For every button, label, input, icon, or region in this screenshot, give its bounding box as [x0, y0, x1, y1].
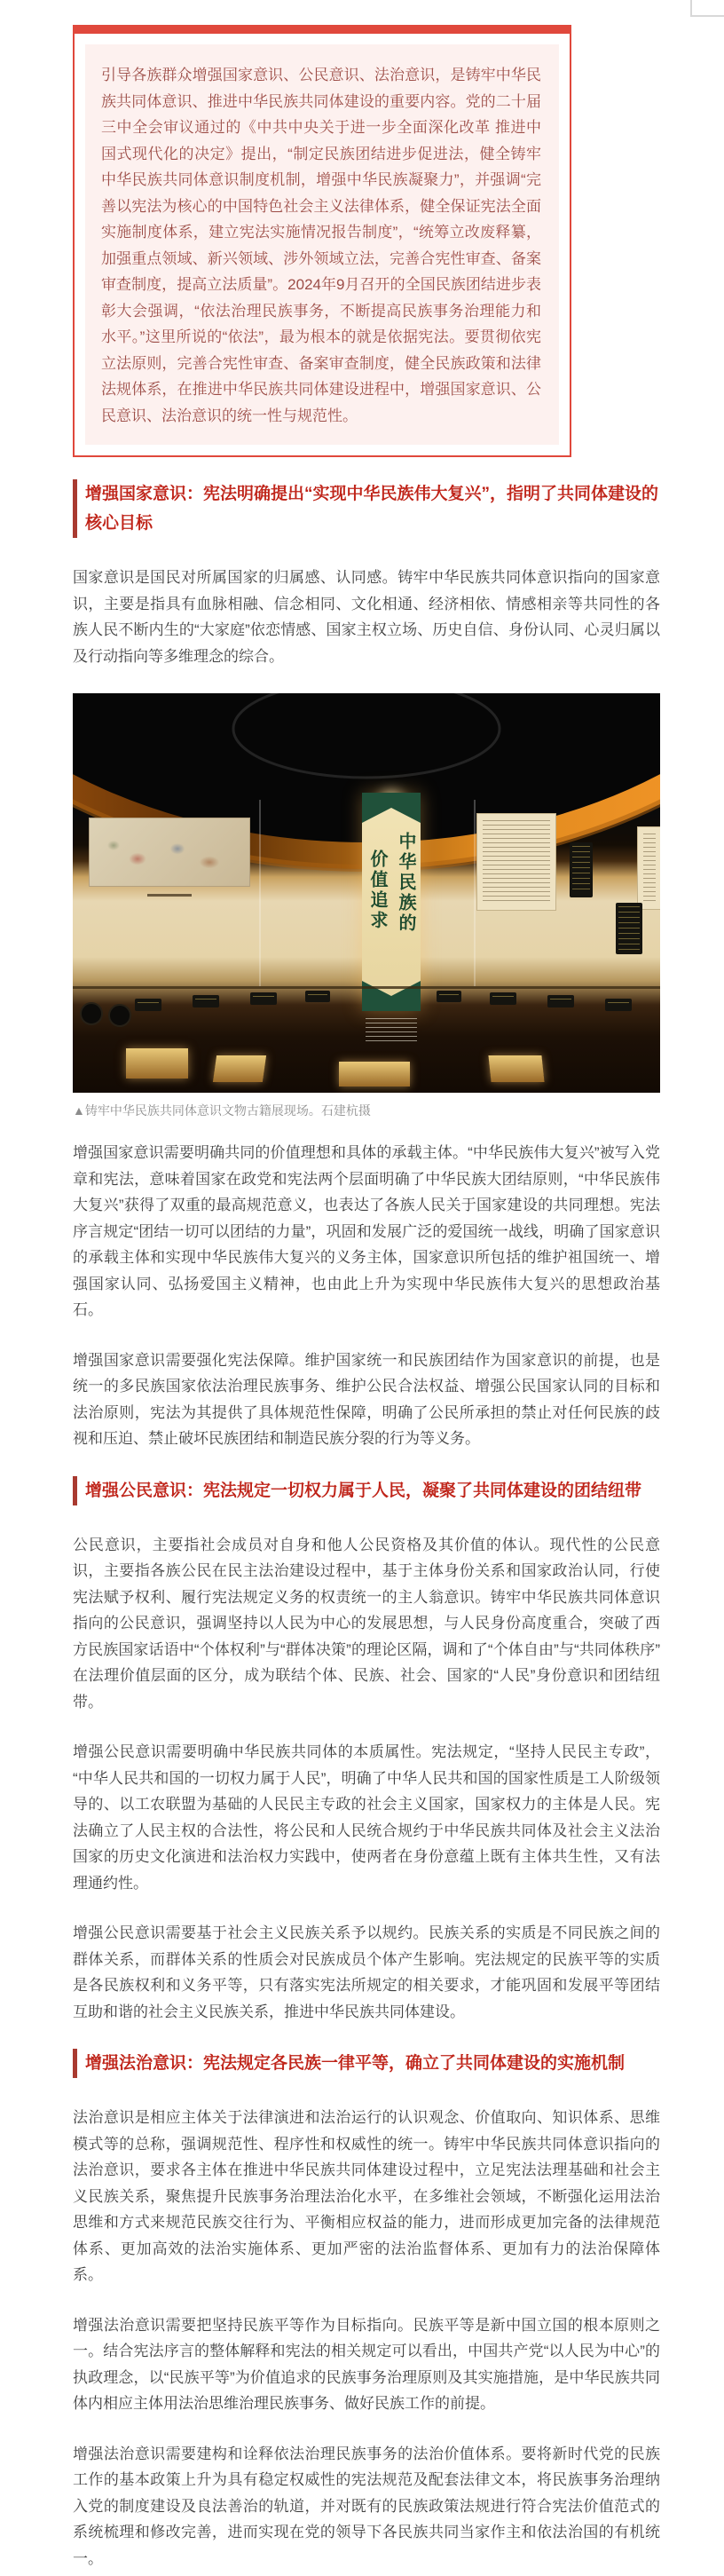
- paragraph: 增强法治意识需要建构和诠释依法治理民族事务的法治价值体系。要将新时代党的民族工作的基本政策上升为具有稳定权威性的宪法规范及配套法律文本，将民族事务治理纳入党的制度建设及良法善治的轨道，并对既有的民族政策法规进行符合宪法价值范式的系统梳理和修改完善，进而实现在党的领导下各民族共同当家作主和依法治国的有机统一。: [73, 2445, 660, 2567]
- exhibit-painting: [89, 818, 250, 887]
- paragraph: 增强公民意识需要基于社会主义民族关系予以规约。民族关系的实质是不同民族之间的群体关系，而群体关系的性质会对民族成员个体产生影响。宪法规定的民族平等的实质是各民族权利和义务平等，只有落实宪法所规定的相关要求，才能巩固和发展平等团结互助和谐的社会主义民族关系，推进中华民族共同体建设。: [73, 1924, 660, 2020]
- section-citizen-consciousness: [73, 1476, 660, 2026]
- exhibit-text-panel: [476, 813, 556, 911]
- paragraph: 增强国家意识需要明确共同的价值理想和具体的承载主体。“中华民族伟大复兴”被写入党章和宪法，意味着国家在政党和宪法两个层面明确了中华民族大团结原则，“中华民族伟大复兴”获得了双重的最高规范意义，也表达了各族人民关于国家建设的共同理想。宪法序言规定“团结一切可以团结的力量”，巩固和发展广泛的爱国统一战线，明确了国家意识的承载主体和实现中华民族伟大复兴的义务主体，国家意识所包括的维护祖国统一、增强国家认同、弘扬爱国主义精神，也由此上升为实现中华民族伟大复兴的思想政治基石。: [73, 1144, 660, 1318]
- lit-artifact: [488, 1055, 544, 1082]
- paragraph: 法治意识是相应主体关于法律演进和法治运行的认识观念、价值取向、知识体系、思维模式等的总称，强调规范性、程序性和权威性的统一。铸牢中华民族共同体意识指向的法治意识，要求各主体在推进中华民族共同体建设过程中，立足宪法法理基础和社会主义民族关系，聚焦提升民族事务治理法治化水平，在多维社会领域，不断强化运用法治思维和方式来规范民族交往行为、平衡相应权益的能力，进而形成更加完备的法律规范体系、更加高效的法治实施体系、更加严密的法治监督体系、更加有力的法治保障体系。: [73, 2109, 660, 2283]
- exhibit-label-plaque: [616, 903, 642, 954]
- case-label: [605, 999, 632, 1011]
- paragraph: 公民意识，主要指社会成员对自身和他人公民资格及其价值的体认。现代性的公民意识，主要指各族公民在民主法治建设过程中，基于主体身份关系和国家政治认同，行使宪法赋予权利、履行宪法规定义务的权责统一的主人翁意识。铸牢中华民族共同体意识指向的公民意识，强调坚持以人民为中心的发展思想，与人民身份高度重合，突破了西方民族国家话语中“个体权利”与“群体决策”的理论区隔，调和了“个体自由”与“共同体秩序”在法理价值层面的区分，成为联结个体、民族、社会、国家的“人民”身份意识和团结纽带。: [73, 1536, 660, 1711]
- paragraph: 增强国家意识需要强化宪法保障。维护国家统一和民族团结作为国家意识的前提，也是统一的多民族国家依法治理民族事务、维护公民合法权益、增强公民国家认同的目标和法治原则，宪法为其提供了具体规范性保障，明确了公民所承担的禁止对任何民族的歧视和压迫、禁止破坏民族团结和制造民族分裂的行为等义务。: [73, 1351, 660, 1447]
- quote-text: 引导各族群众增强国家意识、公民意识、法治意识，是铸牢中华民族共同体意识、推进中华民族共同体建设的重要内容。党的二十届三中全会审议通过的《中共中央关于进一步全面深化改革 推进中国式现代化的决定》提出，“制定民族团结进步促进法，健全铸牢中华民族共同体意识制度机制，增强中华民族凝聚力”，并强调“完善以宪法为核心的中国特色社会主义法律体系，健全保证宪法全面实施制度体系，建立宪法实施情况报告制度”，“统筹立改废释纂，加强重点领域、新兴领域、涉外领域立法，完善合宪性审查、备案审查制度，提高立法质量”。2024年9月召开的全国民族团结进步表彰大会强调，“依法治理民族事务，不断提高民族事务治理能力和水平。”这里所说的“依法”，最为根本的就是依据宪法。要贯彻依宪立法原则，完善合宪性审查、备案审查制度，健全民族政策和法律法规体系，在推进中华民族共同体建设进程中，增强国家意识、公民意识、法治意识的统一性与规范性。: [85, 44, 559, 445]
- section-heading-2: 增强公民意识：宪法规定一切权力属于人民，凝聚了共同体建设的团结纽带: [73, 1476, 660, 1505]
- speaker-knob: [80, 1002, 103, 1025]
- section-heading-3: 增强法治意识：宪法规定各民族一律平等，确立了共同体建设的实施机制: [73, 2049, 660, 2078]
- case-label: [193, 995, 219, 1007]
- case-label: [250, 992, 277, 1005]
- quote-top-bar: [73, 25, 571, 34]
- case-label: [490, 992, 516, 1005]
- exhibit-banner: [362, 793, 421, 1011]
- banner-text-line2: 价值追求: [367, 849, 387, 931]
- banner-text-line1: 中华民族的: [396, 832, 415, 934]
- section-rule-of-law-consciousness: [73, 2049, 660, 2572]
- lit-artifact: [213, 1055, 266, 1082]
- section-heading-1: 增强国家意识：宪法明确提出“实现中华民族伟大复兴”，指明了共同体建设的核心目标: [73, 479, 660, 538]
- banner-description-text: [366, 1018, 417, 1041]
- display-case-glass-divider: [259, 800, 261, 986]
- case-label: [437, 991, 461, 1002]
- case-label: [305, 991, 330, 1002]
- display-case-glass-divider: [474, 800, 476, 986]
- article-figure: [73, 693, 660, 1118]
- display-case-edge: [73, 986, 660, 989]
- lead-quote-block: [73, 25, 571, 457]
- paragraph: 国家意识是国民对所属国家的归属感、认同感。铸牢中华民族共同体意识指向的国家意识，主要是指具有血脉相融、信念相同、文化相通、经济相依、情感相亲等共同性的各族人民不断内生的“大家庭”依恋情感、国家主权立场、历史自信、身份认同、心灵归属以及行动指向等多维理念的综合。: [73, 569, 660, 665]
- article-photo: [73, 693, 660, 1093]
- lit-artifact: [126, 1048, 188, 1079]
- paragraph: 增强公民意识需要明确中华民族共同体的本质属性。宪法规定，“坚持人民民主专政”，“中华人民共和国的一切权力属于人民”，明确了中华人民共和国的国家性质是工人阶级领导的、以工农联盟为基础的人民民主专政的社会主义国家，国家权力的主体是人民。宪法确立了人民主权的合法性，将公民和人民统合规约于中华民族共同体及社会主义法治国家的历史文化演进和法治权力实践中，使两者在身份意蕴上既有主体共生性，又有法理通约性。: [73, 1743, 660, 1892]
- photo-caption: ▲铸牢中华民族共同体意识文物古籍展现场。石建杭摄: [73, 1103, 371, 1118]
- section-national-consciousness: [73, 479, 660, 1452]
- lit-artifact: [339, 1062, 410, 1087]
- quote-border-box: [73, 34, 571, 457]
- case-label: [135, 999, 161, 1011]
- article-content: [73, 0, 660, 2572]
- exhibit-label-plaque: [570, 842, 593, 897]
- case-label: [547, 995, 574, 1007]
- speaker-knob: [108, 1004, 131, 1027]
- exhibit-text-panel: [637, 826, 660, 910]
- paragraph: 增强法治意识需要把坚持民族平等作为目标指向。民族平等是新中国立国的根本原则之一。结合宪法序言的整体解释和宪法的相关规定可以看出，中国共产党“以人民为中心”的执政理念，以“民族平等”为价值追求的民族事务治理原则及其实施措施，是中华民族共同体内相应主体用法治思维治理民族事务、做好民族工作的前提。: [73, 2316, 660, 2412]
- floating-widget-corner: [690, 0, 724, 17]
